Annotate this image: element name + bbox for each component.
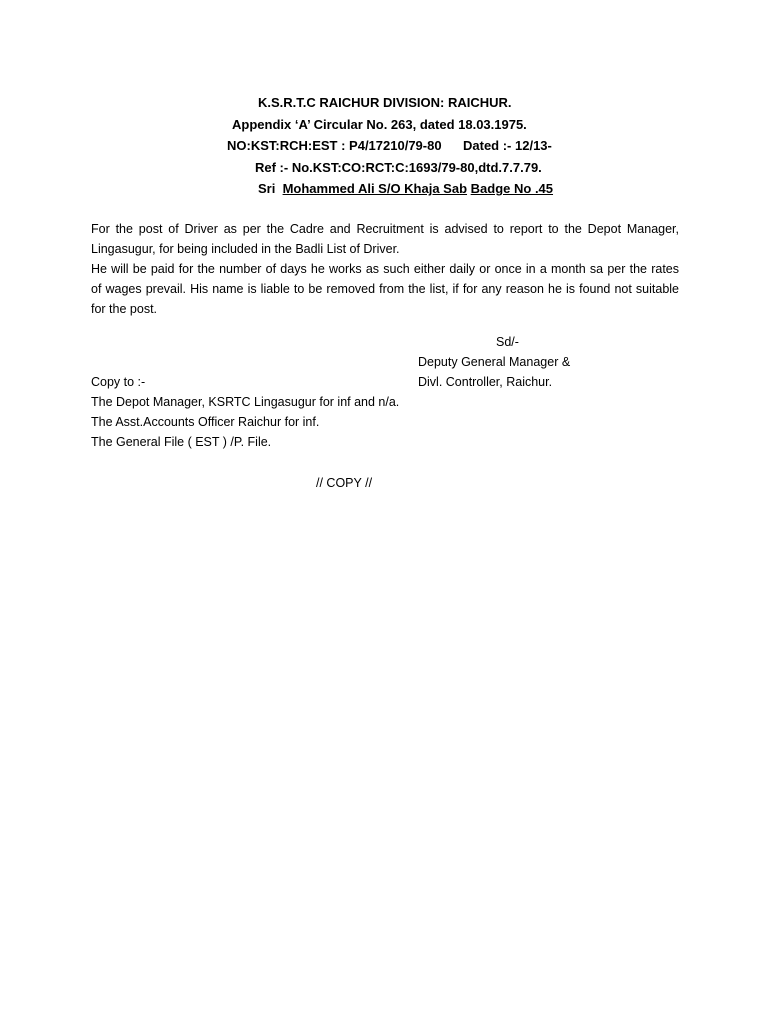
copy-mark: // COPY //	[316, 476, 373, 490]
addressee-name: Mohammed Ali S/O Khaja Sab	[282, 181, 468, 196]
header-circular: Appendix ‘A’ Circular No. 263, dated 18.03.1975.	[232, 117, 527, 132]
signature-title-line-1: Deputy General Manager &	[418, 355, 571, 369]
para2-line-1: He will be paid for the number of days he works as such either daily or once in a month sa per the rates	[91, 262, 679, 276]
para2-line-3: for the post.	[91, 302, 158, 316]
copy-to-heading: Copy to :-	[91, 375, 146, 389]
header-addressee	[258, 179, 553, 199]
header-dated: Dated :- 12/13-	[463, 138, 552, 153]
header-reference-number: NO:KST:RCH:EST : P4/17210/79-80	[227, 138, 442, 153]
signature-sd: Sd/-	[496, 335, 519, 349]
header-ref: Ref :- No.KST:CO:RCT:C:1693/79-80,dtd.7.7.79.	[255, 160, 542, 175]
para2-line-2: of wages prevail. His name is liable to be removed from the list, if for any reason he is found not suitable	[91, 282, 679, 296]
badge-number: Badge No .45	[470, 181, 554, 196]
copy-to-item-1: The Depot Manager, KSRTC Lingasugur for inf and n/a.	[91, 395, 400, 409]
copy-to-item-3: The General File ( EST ) /P. File.	[91, 435, 272, 449]
header-organization: K.S.R.T.C RAICHUR DIVISION: RAICHUR.	[258, 95, 512, 110]
body-paragraph-1	[91, 219, 679, 259]
signature-title-line-2: Divl. Controller, Raichur.	[418, 375, 553, 389]
body-paragraph-2	[91, 259, 679, 319]
para1-line-1: For the post of Driver as per the Cadre and Recruitment is advised to report to the Depot Manager,	[91, 222, 679, 236]
copy-to-item-2: The Asst.Accounts Officer Raichur for inf.	[91, 415, 320, 429]
sri-prefix: Sri	[258, 181, 276, 196]
para1-line-2: Lingasugur, for being included in the Badli List of Driver.	[91, 242, 400, 256]
